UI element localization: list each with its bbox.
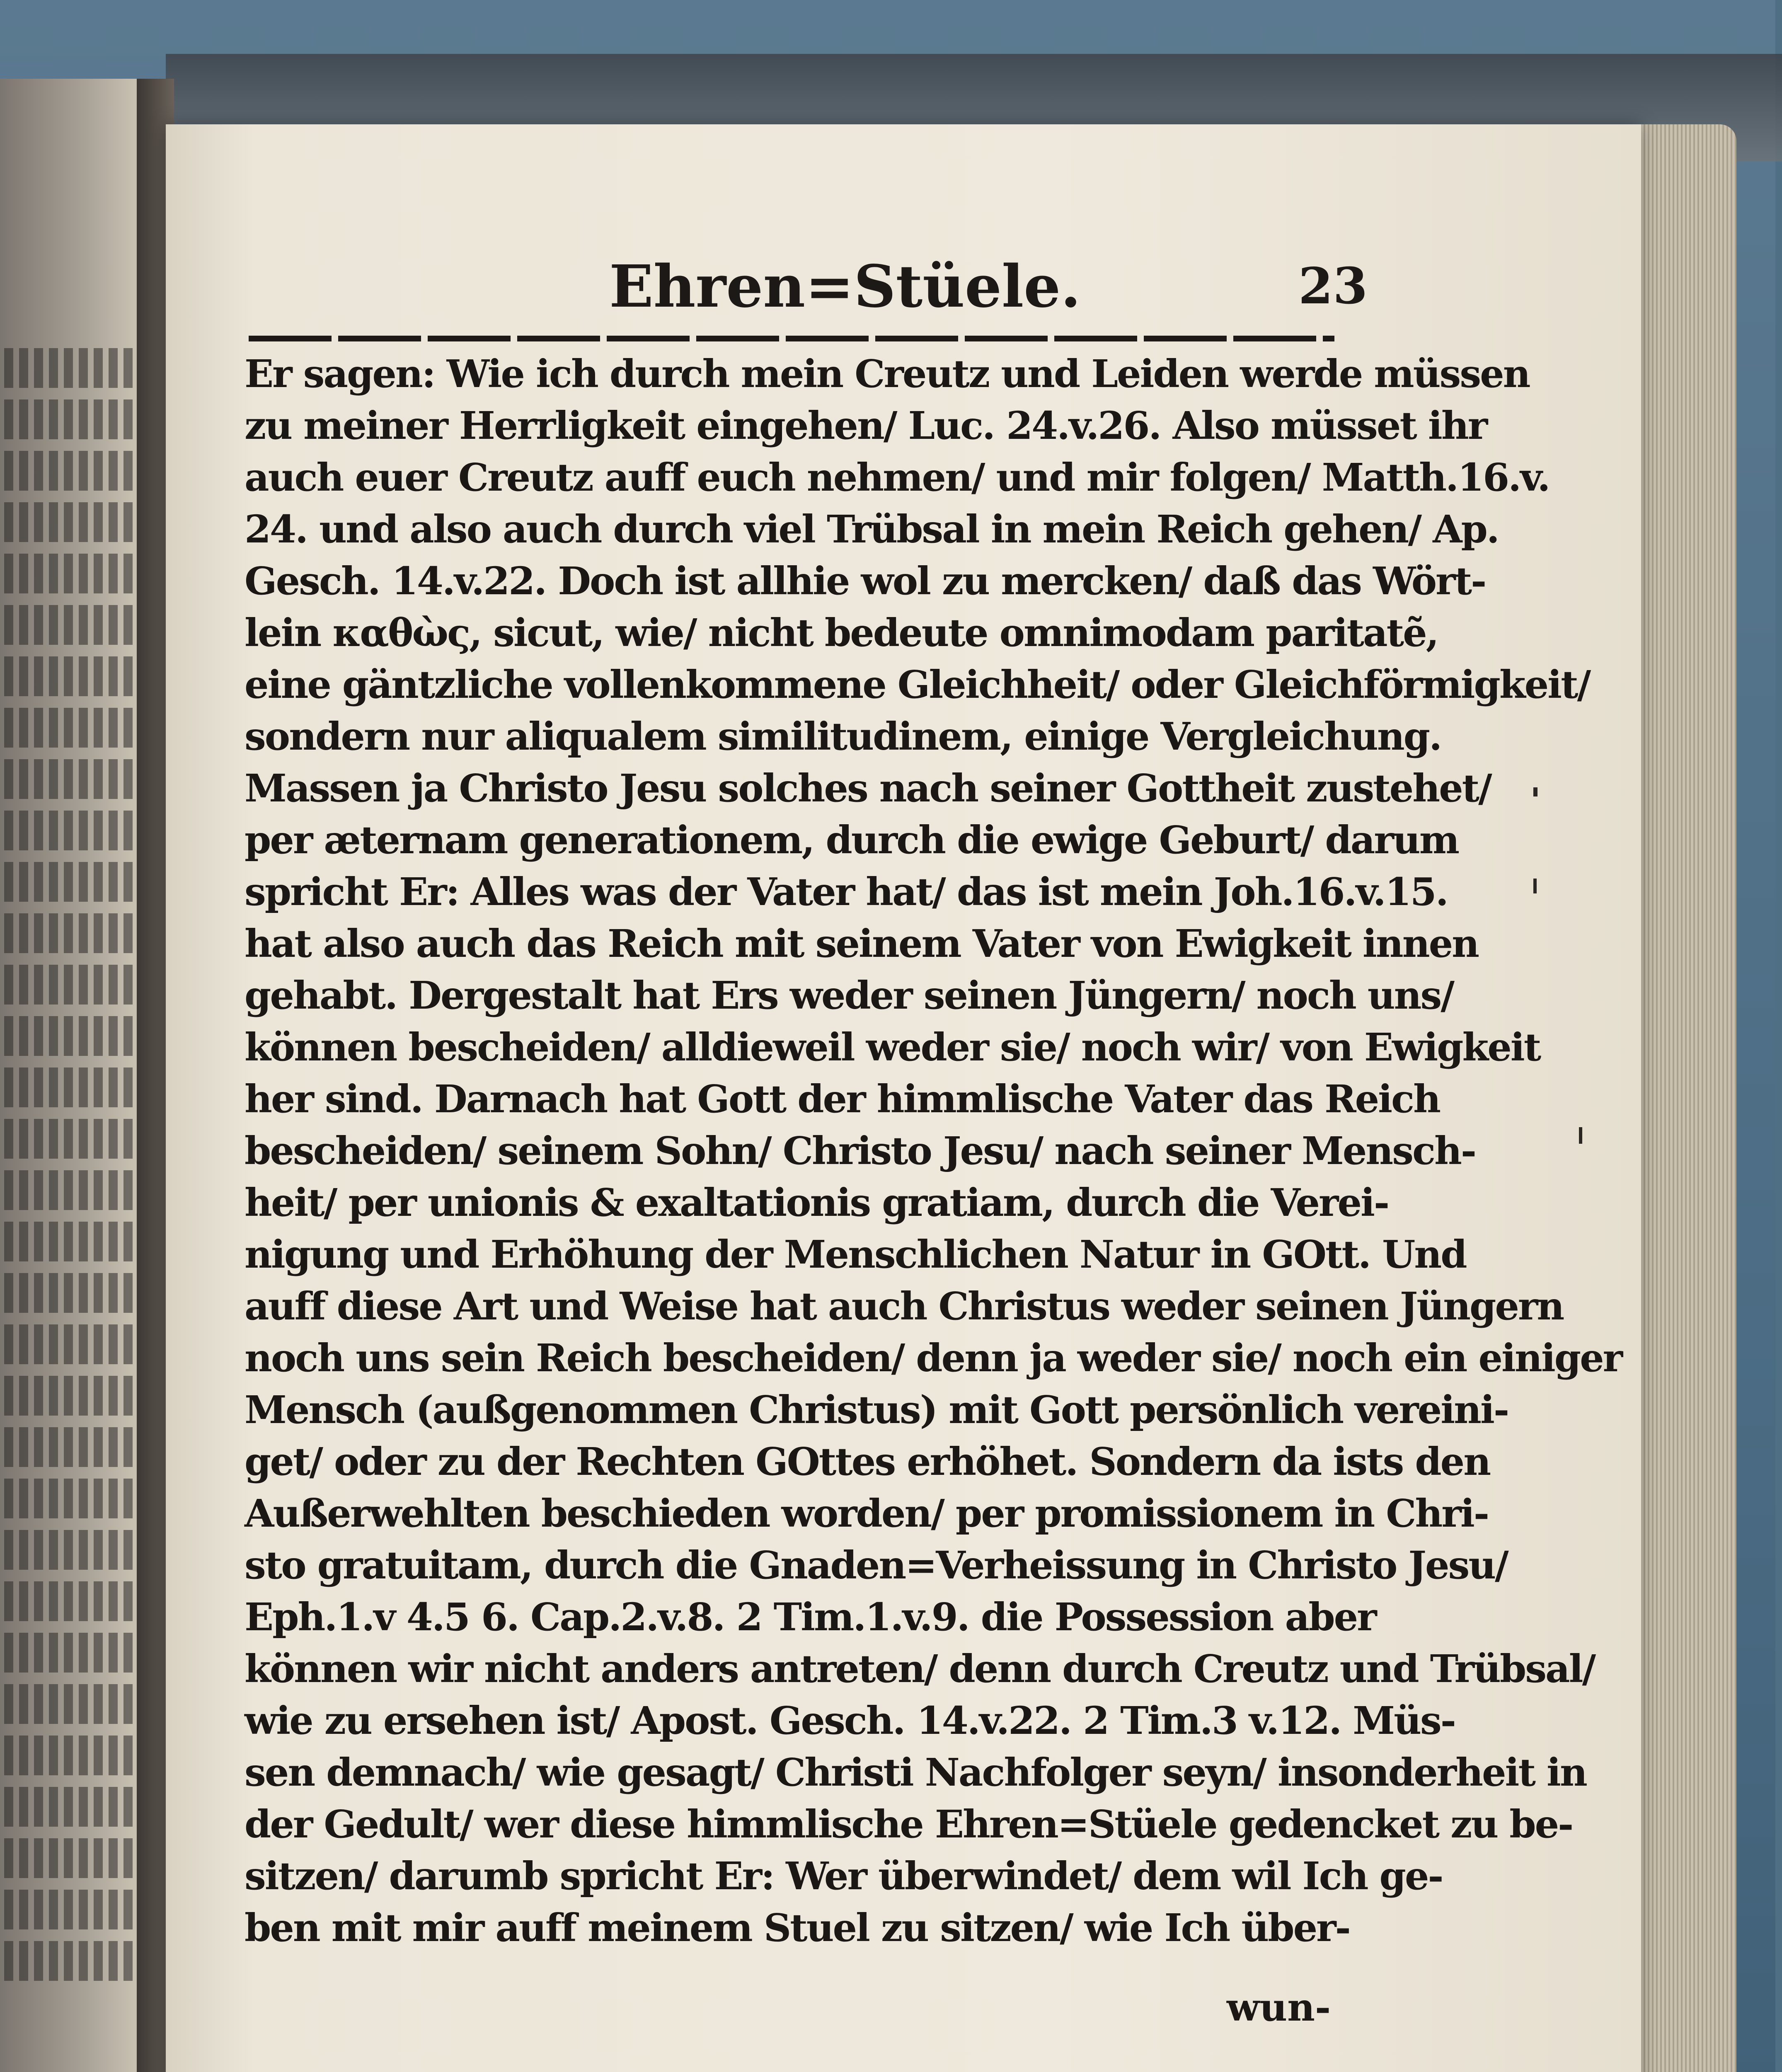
text-line: Gesch. 14.v.22. Doch ist allhie wol zu mercken/ daß das Wört-	[245, 559, 1486, 603]
text-line: hat also auch das Reich mit seinem Vater von Ewigkeit innen	[245, 921, 1479, 966]
running-title: Ehren=Stüele.	[609, 253, 1081, 321]
text-line: zu meiner Herrligkeit eingehen/ Luc. 24.v.26. Also müsset ihr	[245, 403, 1487, 448]
text-line: Eph.1.v 4.5 6. Cap.2.v.8. 2 Tim.1.v.9. die Possession aber	[245, 1595, 1376, 1639]
text-line: ben mit mir auff meinem Stuel zu sitzen/ wie Ich über-	[245, 1905, 1350, 1950]
text-line: der Gedult/ wer diese himmlische Ehren=Stüele gedencket zu be-	[245, 1802, 1573, 1847]
text-line: get/ oder zu der Rechten GOttes erhöhet. Sondern da ists den	[245, 1439, 1490, 1484]
text-line: wie zu ersehen ist/ Apost. Gesch. 14.v.22. 2 Tim.3 v.12. Müs-	[245, 1698, 1455, 1743]
page-header	[609, 253, 1368, 336]
text-line: auff diese Art und Weise hat auch Christus weder seinen Jüngern	[245, 1284, 1564, 1329]
text-line: Mensch (außgenommen Christus) mit Gott persönlich vereini-	[245, 1387, 1508, 1432]
text-line: sen demnach/ wie gesagt/ Christi Nachfolger seyn/ insonderheit in	[245, 1750, 1586, 1795]
text-line: her sind. Darnach hat Gott der himmlische Vater das Reich	[245, 1077, 1440, 1121]
body-text	[245, 348, 1622, 1954]
text-line: Außerwehlten beschieden worden/ per promissionem in Chri-	[245, 1491, 1489, 1536]
text-line: können bescheiden/ alldieweil weder sie/ noch wir/ von Ewigkeit	[245, 1025, 1540, 1070]
facing-page	[0, 79, 157, 2072]
text-line: per æternam generationem, durch die ewige Geburt/ darum	[245, 818, 1459, 862]
text-line: gehabt. Dergestalt hat Ers weder seinen Jüngern/ noch uns/	[245, 973, 1453, 1018]
text-line: sondern nur aliqualem similitudinem, einige Vergleichung.	[245, 714, 1441, 759]
text-line: bescheiden/ seinem Sohn/ Christo Jesu/ nach seiner Mensch-	[245, 1128, 1476, 1173]
page-number: 23	[1298, 257, 1368, 315]
text-line: nigung und Erhöhung der Menschlichen Natur in GOtt. Und	[245, 1232, 1466, 1277]
paper-speck	[1533, 787, 1537, 796]
text-line: können wir nicht anders antreten/ denn durch Creutz und Trübsal/	[245, 1646, 1595, 1691]
text-line: Massen ja Christo Jesu solches nach seiner Gottheit zustehet/	[245, 766, 1491, 811]
paper-speck	[1533, 879, 1537, 893]
text-line: 24. und also auch durch viel Trübsal in mein Reich gehen/ Ap.	[245, 507, 1499, 552]
text-line: lein καθὼς, sicut, wie/ nicht bedeute omnimodam paritatẽ,	[245, 610, 1438, 655]
text-line: noch uns sein Reich bescheiden/ denn ja weder sie/ noch ein einiger	[245, 1336, 1622, 1380]
text-line: eine gäntzliche vollenkommene Gleichheit/ oder Gleichförmigkeit/	[245, 662, 1590, 707]
header-rule	[249, 336, 1334, 341]
text-line: heit/ per unionis & exaltationis gratiam, durch die Verei-	[245, 1180, 1389, 1225]
paper-speck	[1579, 1127, 1582, 1144]
text-line: sto gratuitam, durch die Gnaden=Verheissung in Christo Jesu/	[245, 1543, 1508, 1588]
catchword: wun-	[1227, 1985, 1331, 2030]
page-edges	[1641, 124, 1736, 2072]
text-line: auch euer Creutz auff euch nehmen/ und mir folgen/ Matth.16.v.	[245, 455, 1550, 500]
text-line: Er sagen: Wie ich durch mein Creutz und Leiden werde müssen	[245, 351, 1530, 396]
text-line: spricht Er: Alles was der Vater hat/ das ist mein Joh.16.v.15.	[245, 869, 1448, 914]
text-line: sitzen/ darumb spricht Er: Wer überwindet/ dem wil Ich ge-	[245, 1854, 1443, 1898]
